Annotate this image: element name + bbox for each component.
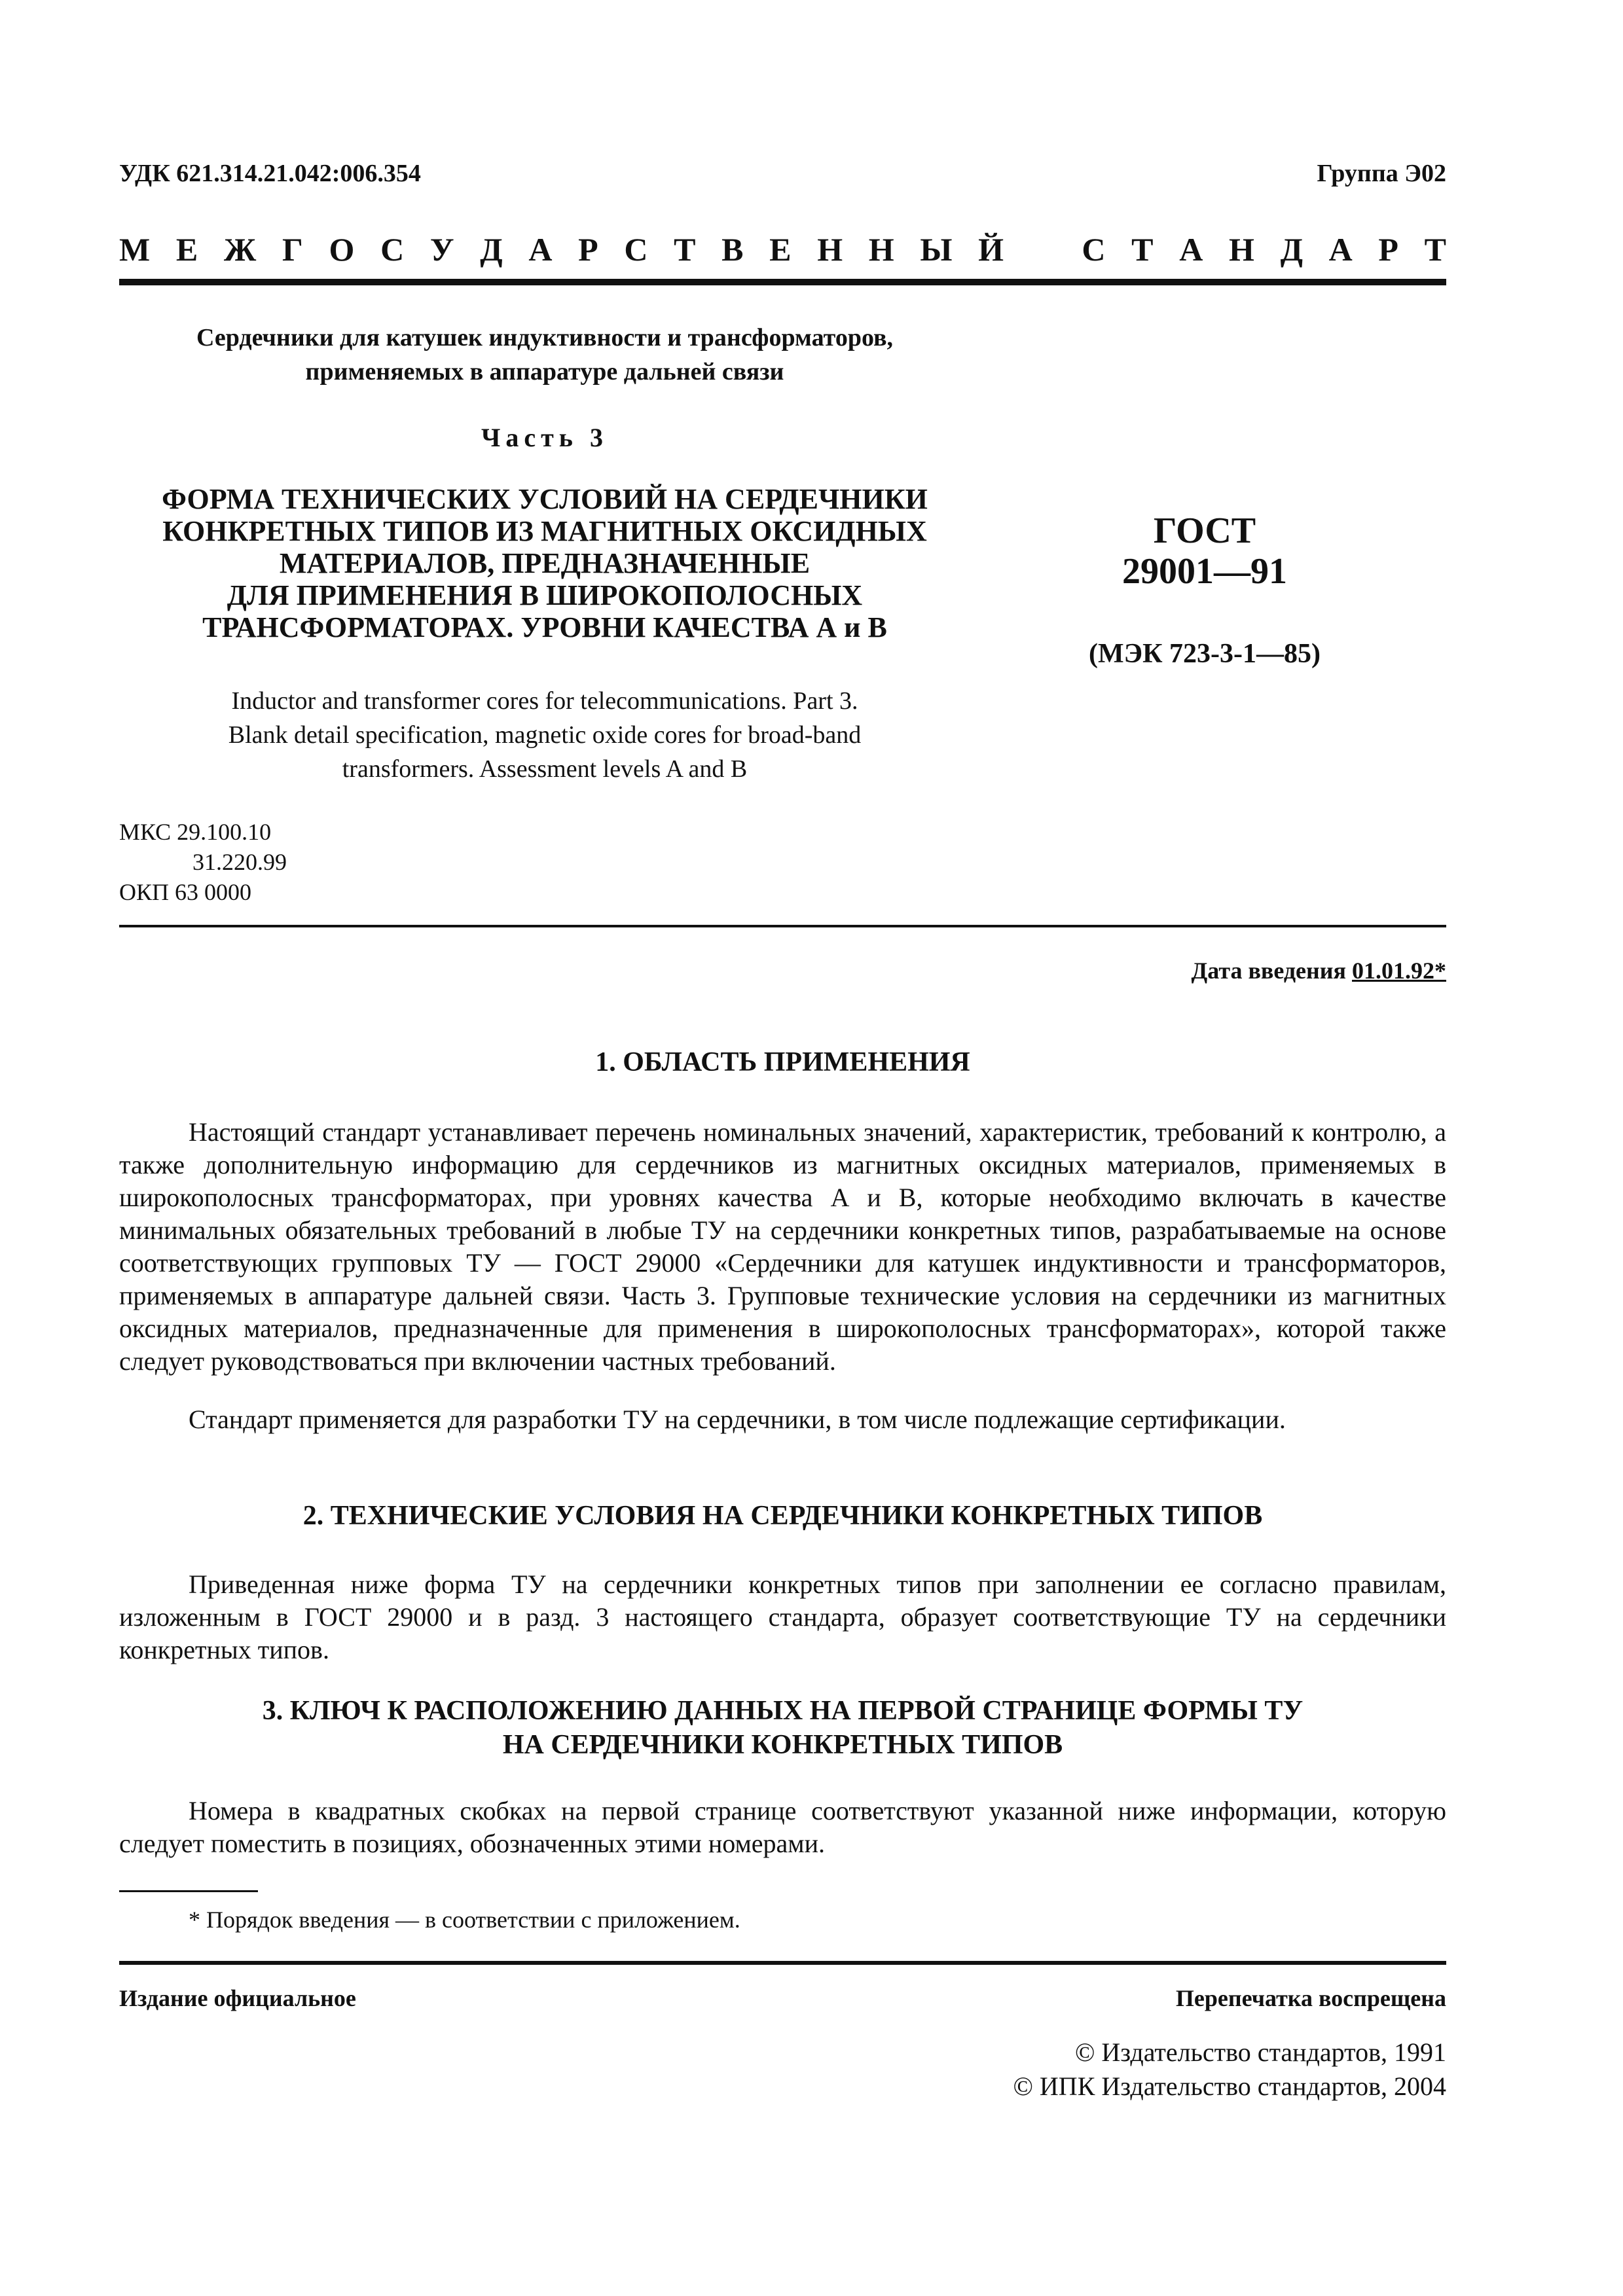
banner-letter: Т	[674, 231, 696, 268]
top-rule	[119, 279, 1446, 285]
section-1-paragraph: Настоящий стандарт устанавливает перечень номинальных значений, характеристик, требований к контролю, а также дополнительную информацию для сердечников из магнитных оксидных материалов, применяемых в широкополосных трансформаторах, при уровнях качества А и В, которые необходимо включать в качестве минимальных обязательных требований в любые ТУ на сердечники конкретных типов, разрабатываемые на основе соответствующих групповых ТУ — ГОСТ 29000 «Сердечники для катушек индуктивности и трансформаторов, применяемых в аппаратуре дальней связи. Часть 3. Групповые технические условия на сердечники из магнитных оксидных материалов, предназначенные для применения в широкополосных трансформаторах», которой также следует руководствоваться при включении частных требований.	[119, 1117, 1446, 1376]
section-3-heading-line: НА СЕРДЕЧНИКИ КОНКРЕТНЫХ ТИПОВ	[502, 1730, 1063, 1760]
banner-letter: А	[1328, 231, 1353, 268]
footnote: * Порядок введения — в соответствии с приложением.	[189, 1907, 740, 1933]
mks-code: МКС 29.100.10	[119, 819, 272, 845]
banner-letter: У	[429, 231, 454, 268]
banner-letter: М	[119, 231, 151, 268]
banner-letter: Т	[1131, 231, 1154, 268]
group-code: Группа Э02	[1317, 160, 1446, 187]
udk-code: УДК 621.314.21.042:006.354	[119, 160, 421, 187]
banner-letter: С	[380, 231, 405, 268]
copyright-line: © ИПК Издательство стандартов, 2004	[1013, 2072, 1446, 2101]
introduction-date-value: 01.01.92*	[1352, 958, 1446, 984]
banner-letter: Г	[282, 231, 303, 268]
title-line: ТРАНСФОРМАТОРАХ. УРОВНИ КАЧЕСТВА А и В	[202, 611, 887, 643]
footer-rule	[119, 1961, 1446, 1965]
copyright-line: © Издательство стандартов, 1991	[1074, 2037, 1446, 2067]
official-edition-label: Издание официальное	[119, 1985, 356, 2011]
gost-number: 29001—91	[1122, 551, 1287, 592]
section-1-paragraph-2: Стандарт применяется для разработки ТУ на сердечники, в том числе подлежащие сертификации.	[189, 1405, 1286, 1434]
banner-letter: Н	[868, 231, 894, 268]
section-3-heading	[119, 1694, 1446, 1762]
part-label: Часть 3	[481, 423, 608, 452]
banner-letter: Е	[769, 231, 792, 268]
section-2-heading: 2. ТЕХНИЧЕСКИЕ УСЛОВИЯ НА СЕРДЕЧНИКИ КОНКРЕТНЫХ ТИПОВ	[302, 1501, 1263, 1531]
banner-letter: Д	[1280, 231, 1303, 268]
banner-letter: Ы	[920, 231, 953, 268]
banner-letter: С	[1082, 231, 1106, 268]
reprint-prohibited-label: Перепечатка воспрещена	[1175, 1985, 1446, 2011]
banner-letter: Н	[817, 231, 843, 268]
banner-letter: А	[528, 231, 553, 268]
document-subtitle	[119, 321, 970, 389]
banner-letter: Р	[578, 231, 598, 268]
english-title	[119, 684, 970, 786]
subtitle-line: Сердечники для катушек индуктивности и трансформаторов,	[196, 324, 894, 351]
introduction-date	[1192, 957, 1447, 984]
interstate-standard-banner	[119, 230, 1446, 268]
section-1-heading: 1. ОБЛАСТЬ ПРИМЕНЕНИЯ	[595, 1047, 970, 1077]
title-line: ДЛЯ ПРИМЕНЕНИЯ В ШИРОКОПОЛОСНЫХ	[227, 579, 863, 611]
subtitle-line: применяемых в аппаратуре дальней связи	[305, 358, 784, 386]
okp-code: ОКП 63 0000	[119, 879, 252, 905]
banner-word-gap	[1030, 230, 1056, 268]
banner-letter: А	[1179, 231, 1203, 268]
introduction-date-label: Дата введения	[1191, 958, 1346, 984]
banner-letter: Д	[480, 231, 503, 268]
title-line: КОНКРЕТНЫХ ТИПОВ ИЗ МАГНИТНЫХ ОКСИДНЫХ	[162, 515, 927, 547]
title-line: ФОРМА ТЕХНИЧЕСКИХ УСЛОВИЙ НА СЕРДЕЧНИКИ	[162, 483, 928, 515]
classification-codes	[119, 817, 287, 907]
english-title-line: Inductor and transformer cores for telecommunications. Part 3.	[231, 687, 858, 715]
banner-letter: О	[329, 231, 355, 268]
banner-letter: Ж	[223, 231, 257, 268]
gost-label: ГОСТ	[1153, 511, 1256, 551]
iec-reference: (МЭК 723-3-1—85)	[1088, 639, 1321, 669]
mks-code-secondary: 31.220.99	[192, 849, 287, 875]
banner-letter: Й	[978, 231, 1004, 268]
banner-letter: Р	[1378, 231, 1398, 268]
header-divider	[119, 925, 1446, 927]
english-title-line: Blank detail specification, magnetic oxide cores for broad-band	[228, 721, 862, 749]
footnote-separator	[119, 1890, 258, 1892]
banner-letter: Н	[1228, 231, 1254, 268]
gost-designation	[1008, 511, 1401, 592]
banner-letter: С	[624, 231, 648, 268]
english-title-line: transformers. Assessment levels A and B	[342, 755, 748, 783]
banner-letter: В	[721, 231, 744, 268]
banner-letter: Е	[175, 231, 198, 268]
title-line: МАТЕРИАЛОВ, ПРЕДНАЗНАЧЕННЫЕ	[279, 547, 811, 579]
section-2-paragraph: Приведенная ниже форма ТУ на сердечники конкретных типов при заполнении ее согласно правилам, изложенным в ГОСТ 29000 и в разд. 3 настоящего стандарта, образует соответствующие ТУ на сердечники конкретных типов.	[119, 1570, 1446, 1664]
copyright-block	[1013, 2036, 1446, 2104]
document-title	[119, 483, 970, 643]
banner-letter: Т	[1424, 231, 1446, 268]
section-3-heading-line: 3. КЛЮЧ К РАСПОЛОЖЕНИЮ ДАННЫХ НА ПЕРВОЙ СТРАНИЦЕ ФОРМЫ ТУ	[262, 1696, 1304, 1726]
section-3-paragraph: Номера в квадратных скобках на первой странице соответствуют указанной ниже информации, которую следует поместить в позициях, обозначенных этими номерами.	[119, 1796, 1446, 1858]
